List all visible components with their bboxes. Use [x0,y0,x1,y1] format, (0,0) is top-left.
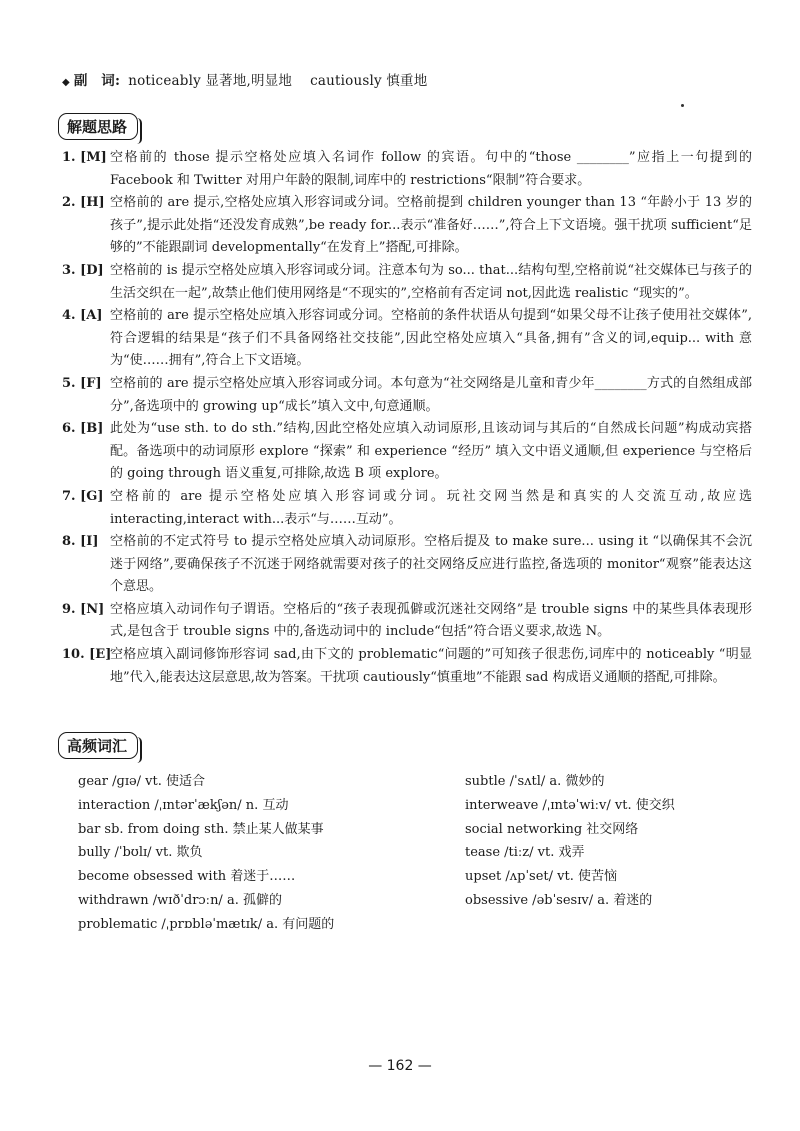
vocab-entry: gear /ɡɪə/ vt. 使适合 [78,774,206,789]
answer-number: 7. [G] [62,488,104,504]
answer-text: 空格前的 are 提示,空格处应填入形容词或分词。空格前提到 children younger than 13 “年龄小于 13 岁的孩子”,提示此处指“还没发育成熟”,be ready for...表示“准备好……”,符合上下文语境。强干扰项 sufficient“足够的”不能跟副词 developmentally“在发育上”搭配,可排除。 [110,195,752,256]
vocab-entry: bar sb. from doing sth. 禁止某人做某事 [78,821,324,837]
print-speck [681,104,684,107]
answer-text: 空格应填入动词作句子谓语。空格后的“孩子表现孤僻或沉迷社交网络”是 trouble signs 中的某些具体表现形式,是包含于 trouble signs 中的,备选动词中的 include“包括”符合语义要求,故选 N。 [110,601,752,640]
answer-number: 9. [N] [62,601,105,617]
vocab-list-left [78,770,334,937]
answer-text: 空格前的 are 提示空格处应填入形容词或分词。玩社交网当然是和真实的人交流互动,故应选 interacting,interact with...表示“与……互动”。 [110,488,752,527]
answer-text: 空格应填入副词修饰形容词 sad,由下文的 problematic“问题的”可知孩子很悲伤,词库中的 noticeably “明显地”代入,能表达这层意思,故为答案。干扰项 cautiously“慎重地”不能跟 sad 构成语义通顺的搭配,可排除。 [110,647,752,685]
adverb-word-2: cautiously 慎重地 [310,73,428,89]
diamond-bullet-icon: ◆ [62,77,70,88]
answer-item [62,486,752,531]
vocab-entry: tease /tiːz/ vt. 戏弄 [465,845,585,861]
answer-text: 空格前的不定式符号 to 提示空格处应填入动词原形。空格后提及 to make sure... using it “以确保其不会沉迷于网络”,要确保孩子不沉迷于网络就需要对孩子的社交网络反应进行监控,备选项的 monitor“观察”能表达这个意思。 [110,534,752,595]
answer-item [62,644,752,689]
answer-number: 3. [D] [62,262,104,278]
adverb-line [62,69,427,89]
answer-item [62,599,752,644]
answer-text: 空格前的 are 提示空格处应填入形容词或分词。本句意为“社交网络是儿童和青少年________方式的自然组成部分”,备选项中的 growing up“成长”填入文中,句意通顺。 [110,375,752,414]
answer-item [62,147,752,192]
section-title-vocabulary: 高频词汇 [58,732,138,759]
answer-text: 空格前的 are 提示空格处应填入形容词或分词。空格前的条件状语从句提到“如果父母不让孩子使用社交媒体”,符合逻辑的结果是“孩子们不具备网络社交技能”,因此空格处应填入“具备,拥有”含义的词,equip... with 意为“使……拥有”,符合上下文语境。 [110,308,752,369]
answer-item [62,305,752,373]
answer-number: 1. [M] [62,150,107,165]
page-number: — 162 — [368,1058,432,1074]
answer-text: 空格前的 is 提示空格处应填入形容词或分词。注意本句为 so... that...结构句型,空格前说“社交媒体已与孩子的生活交织在一起”,故禁止他们使用网络是“不现实的”,空格前有否定词 not,因此选 realistic “现实的”。 [110,262,752,301]
answer-item [62,192,752,260]
vocab-entry: become obsessed with 着迷于…… [78,869,296,885]
answer-number: 8. [I] [62,534,99,550]
answer-list [62,147,752,689]
answer-text: 此处为“use sth. to do sth.”结构,因此空格处应填入动词原形,且该动词与其后的“自然成长问题”构成动宾搭配。备选项中的动词原形 explore “探索” 和 experience “经历” 填入文中语义通顺,但 experience 与空格后的 going through 语义重复,可排除,故选 B 项 explore。 [110,421,752,482]
vocab-entry: interweave /ˌɪntəˈwiːv/ vt. 使交织 [465,797,675,813]
section-title-analysis: 解题思路 [58,113,138,140]
vocab-entry: subtle /ˈsʌtl/ a. 微妙的 [465,774,605,789]
vocab-entry: social networking 社交网络 [465,821,639,837]
vocab-entry: upset /ʌpˈset/ vt. 使苦恼 [465,869,617,885]
answer-number: 2. [H] [62,195,105,211]
adverb-label: 副 词: [73,73,121,89]
answer-number: 5. [F] [62,375,102,391]
vocab-entry: problematic /ˌprɒbləˈmætɪk/ a. 有问题的 [78,916,335,932]
vocab-entry: obsessive /əbˈsesɪv/ a. 着迷的 [465,892,653,908]
answer-number: 6. [B] [62,421,104,437]
answer-number: 4. [A] [62,308,103,324]
vocab-list-right [465,770,675,913]
answer-item [62,531,752,599]
answer-number: 10. [E] [62,647,112,663]
answer-item [62,373,752,418]
answer-item [62,418,752,486]
answer-text: 空格前的 those 提示空格处应填入名词作 follow 的宾语。句中的“those ________”应指上一句提到的 Facebook 和 Twitter 对用户年龄的限制,词库中的 restrictions“限制”符合要求。 [110,150,752,188]
answer-item [62,260,752,305]
vocab-entry: withdrawn /wɪðˈdrɔːn/ a. 孤僻的 [78,892,282,908]
adverb-word-1: noticeably 显著地,明显地 [128,73,293,89]
vocab-entry: bully /ˈbʊlɪ/ vt. 欺负 [78,845,203,861]
vocab-entry: interaction /ˌɪntərˈækʃən/ n. 互动 [78,797,289,813]
